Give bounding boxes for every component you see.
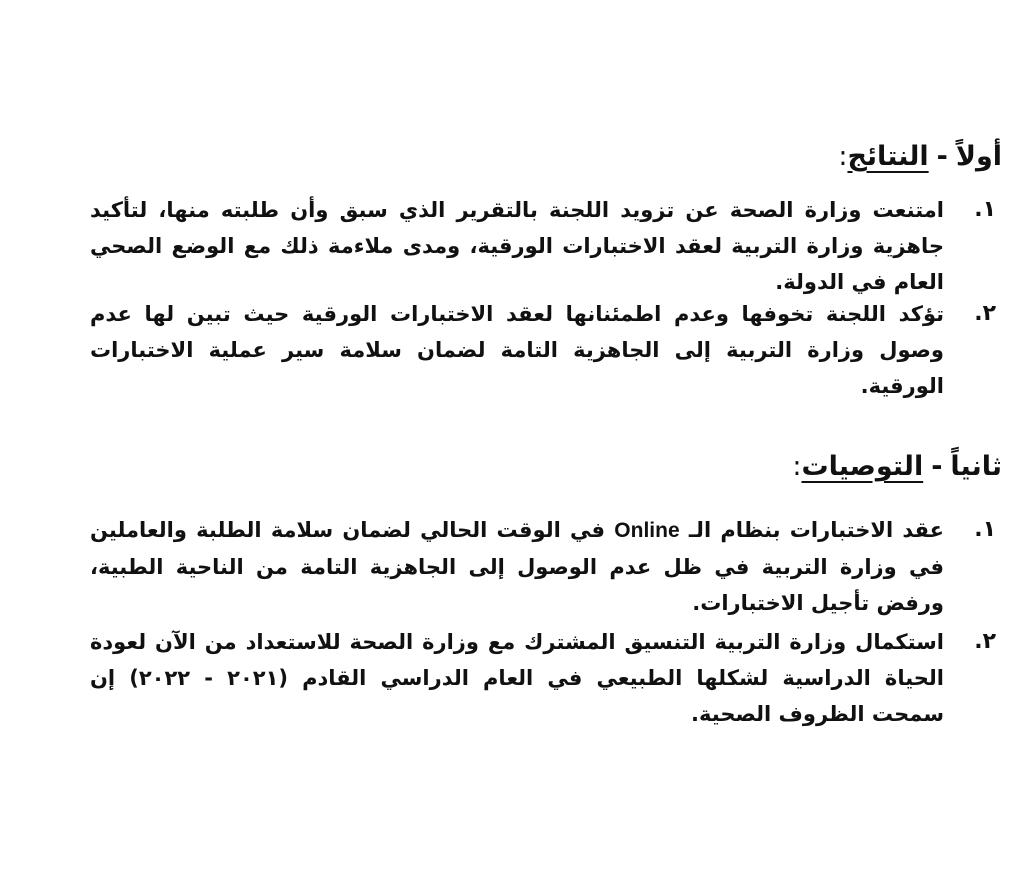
results-heading [838,140,1002,174]
recommendations-heading-dash: - [931,451,943,482]
online-term: Online [614,519,680,542]
results-heading-label: أولاً [955,141,1002,172]
results-item-1 [90,192,996,300]
recommendations-item-1 [90,512,996,620]
recommendations-heading-title: التوصيات [801,451,924,482]
results-item-2 [90,296,996,404]
results-item-1-text: امتنعت وزارة الصحة عن تزويد اللجنة بالتقرير الذي سبق وأن طلبته منها، لتأكيد جاهزية وزارة التربية لعقد الاختبارات الورقية، ومدى ملاءمة ذلك مع الوضع الصحي العام في الدولة. [90,198,944,294]
recommendations-item-2-text: استكمال وزارة التربية التنسيق المشترك مع وزارة الصحة للاستعداد من الآن لعودة الحياة الدراسية لشكلها الطبيعي في العام الدراسي القادم (٢٠٢١ - ٢٠٢٢) إن سمحت الظروف الصحية. [90,630,945,726]
results-heading-colon: : [838,141,848,172]
recommendations-heading-colon: : [792,451,802,482]
recommendations-item-1-number: ١. [974,517,996,542]
recommendations-heading [792,450,1002,484]
recommendations-item-1-text-before: عقد الاختبارات بنظام الـ [688,518,945,542]
recommendations-heading-label: ثانياً [950,451,1002,482]
recommendations-item-2 [90,624,996,732]
results-item-2-text: تؤكد اللجنة تخوفها وعدم اطمئنانها لعقد الاختبارات الورقية حيث تبين لها عدم وصول وزارة التربية إلى الجاهزية التامة لضمان سلامة سير عملية الاختبارات الورقية. [90,302,944,398]
results-item-2-number: ٢. [974,301,996,326]
recommendations-item-1-text-after: في الوقت الحالي لضمان سلامة الطلبة والعاملين في وزارة التربية في ظل عدم الوصول إلى الجاهزية التامة من الناحية الطبية، ورفض تأجيل الاختبارات. [90,518,944,615]
results-heading-dash: - [936,141,948,172]
results-item-1-number: ١. [974,197,996,222]
recommendations-item-1-text [90,512,944,621]
results-heading-title: النتائج [847,141,929,172]
recommendations-item-2-number: ٢. [974,629,996,654]
